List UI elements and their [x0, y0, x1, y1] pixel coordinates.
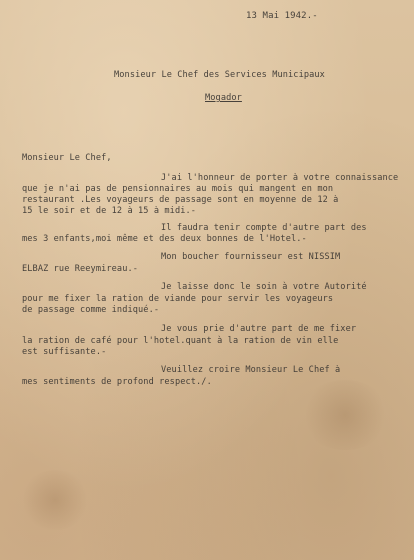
body-line: Il faudra tenir compte d'autre part des [161, 223, 367, 233]
body-line: ELBAZ rue Reeymireau.- [22, 264, 139, 274]
recipient-title: Monsieur Le Chef des Services Municipaux [114, 70, 325, 80]
body-line: de passage comme indiqué.- [22, 305, 160, 315]
body-line: mes sentiments de profond respect./. [22, 377, 212, 387]
paper-stain [20, 470, 90, 530]
body-line: J'ai l'honneur de porter à votre connaissance [161, 173, 399, 183]
letter-date: 13 Mai 1942.- [246, 11, 318, 21]
body-line: mes 3 enfants,moi même et des deux bonnes de l'Hotel.- [22, 234, 307, 244]
body-line: restaurant .Les voyageurs de passage sont en moyenne de 12 à [22, 195, 339, 205]
body-line: que je n'ai pas de pensionnaires au mois qui mangent en mon [22, 184, 334, 194]
paper-stain [300, 380, 390, 450]
body-line: pour me fixer la ration de viande pour servir les voyageurs [22, 294, 334, 304]
recipient-city: Mogador [205, 93, 242, 103]
body-line: 15 le soir et de 12 à 15 à midi.- [22, 206, 197, 216]
body-line: Je laisse donc le soin à votre Autorité [161, 282, 367, 292]
body-line: Je vous prie d'autre part de me fixer [161, 324, 357, 334]
body-line: Veuillez croire Monsieur Le Chef à [161, 365, 341, 375]
body-line: Mon boucher fournisseur est NISSIM [161, 252, 341, 262]
body-line: la ration de café pour l'hotel.quant à la ration de vin elle [22, 336, 339, 346]
salutation: Monsieur Le Chef, [22, 153, 112, 163]
body-line: est suffisante.- [22, 347, 107, 357]
